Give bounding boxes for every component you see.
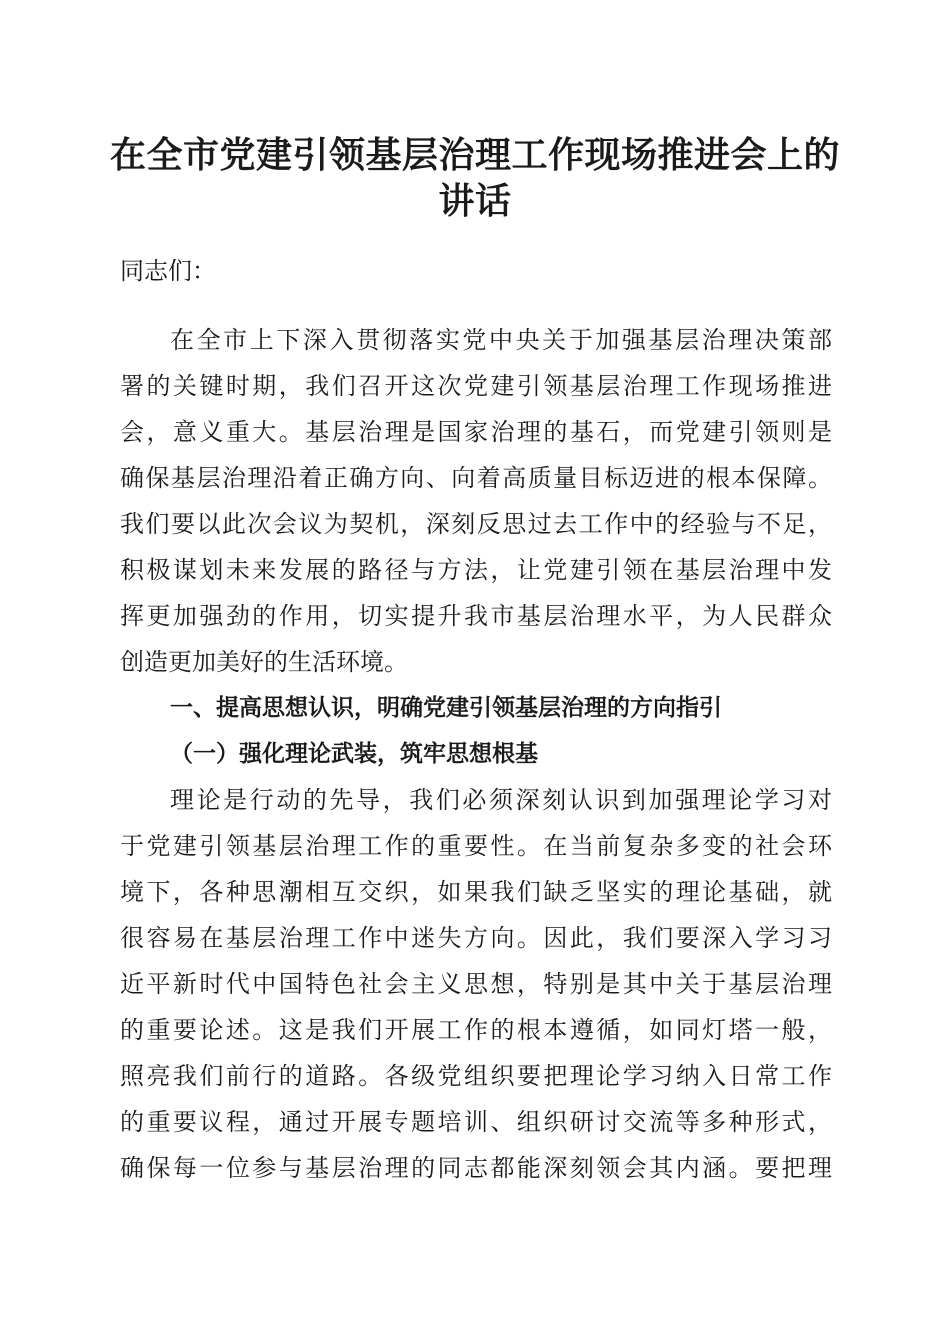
body-line: 的重要议程，通过开展专题培训、组织研讨交流等多种形式， bbox=[120, 1108, 832, 1136]
body-line: 照亮我们前行的道路。各级党组织要把理论学习纳入日常工作 bbox=[120, 1062, 832, 1090]
intro-line: 在全市上下深入贯彻落实党中央关于加强基层治理决策部 bbox=[170, 326, 832, 354]
section-heading: 一、提高思想认识，明确党建引领基层治理的方向指引 bbox=[170, 695, 722, 721]
title-line-2: 讲话 bbox=[438, 180, 512, 222]
document-title bbox=[100, 132, 850, 224]
intro-line: 署的关键时期，我们召开这次党建引领基层治理工作现场推进 bbox=[120, 372, 832, 400]
subsection-heading: （一）强化理论武装，筑牢思想根基 bbox=[170, 740, 538, 767]
body-line: 的重要论述。这是我们开展工作的根本遵循，如同灯塔一般， bbox=[120, 1016, 832, 1044]
body-line: 很容易在基层治理工作中迷失方向。因此，我们要深入学习习 bbox=[120, 924, 832, 952]
salutation: 同志们： bbox=[120, 257, 216, 285]
body-line: 理论是行动的先导，我们必须深刻认识到加强理论学习对 bbox=[170, 786, 832, 814]
body-line: 近平新时代中国特色社会主义思想，特别是其中关于基层治理 bbox=[120, 970, 832, 998]
body-line: 境下，各种思潮相互交织，如果我们缺乏坚实的理论基础，就 bbox=[120, 878, 832, 906]
intro-line: 确保基层治理沿着正确方向、向着高质量目标迈进的根本保障。 bbox=[120, 464, 832, 492]
title-line-1: 在全市党建引领基层治理工作现场推进会上的 bbox=[109, 134, 840, 176]
body-line: 确保每一位参与基层治理的同志都能深刻领会其内涵。要把理 bbox=[120, 1154, 832, 1182]
intro-line: 创造更加美好的生活环境。 bbox=[120, 648, 408, 676]
intro-line: 积极谋划未来发展的路径与方法，让党建引领在基层治理中发 bbox=[120, 556, 832, 584]
intro-line: 我们要以此次会议为契机，深刻反思过去工作中的经验与不足， bbox=[120, 510, 832, 538]
intro-line: 挥更加强劲的作用，切实提升我市基层治理水平，为人民群众 bbox=[120, 602, 832, 630]
intro-line: 会，意义重大。基层治理是国家治理的基石，而党建引领则是 bbox=[120, 418, 832, 446]
body-line: 于党建引领基层治理工作的重要性。在当前复杂多变的社会环 bbox=[120, 832, 832, 860]
